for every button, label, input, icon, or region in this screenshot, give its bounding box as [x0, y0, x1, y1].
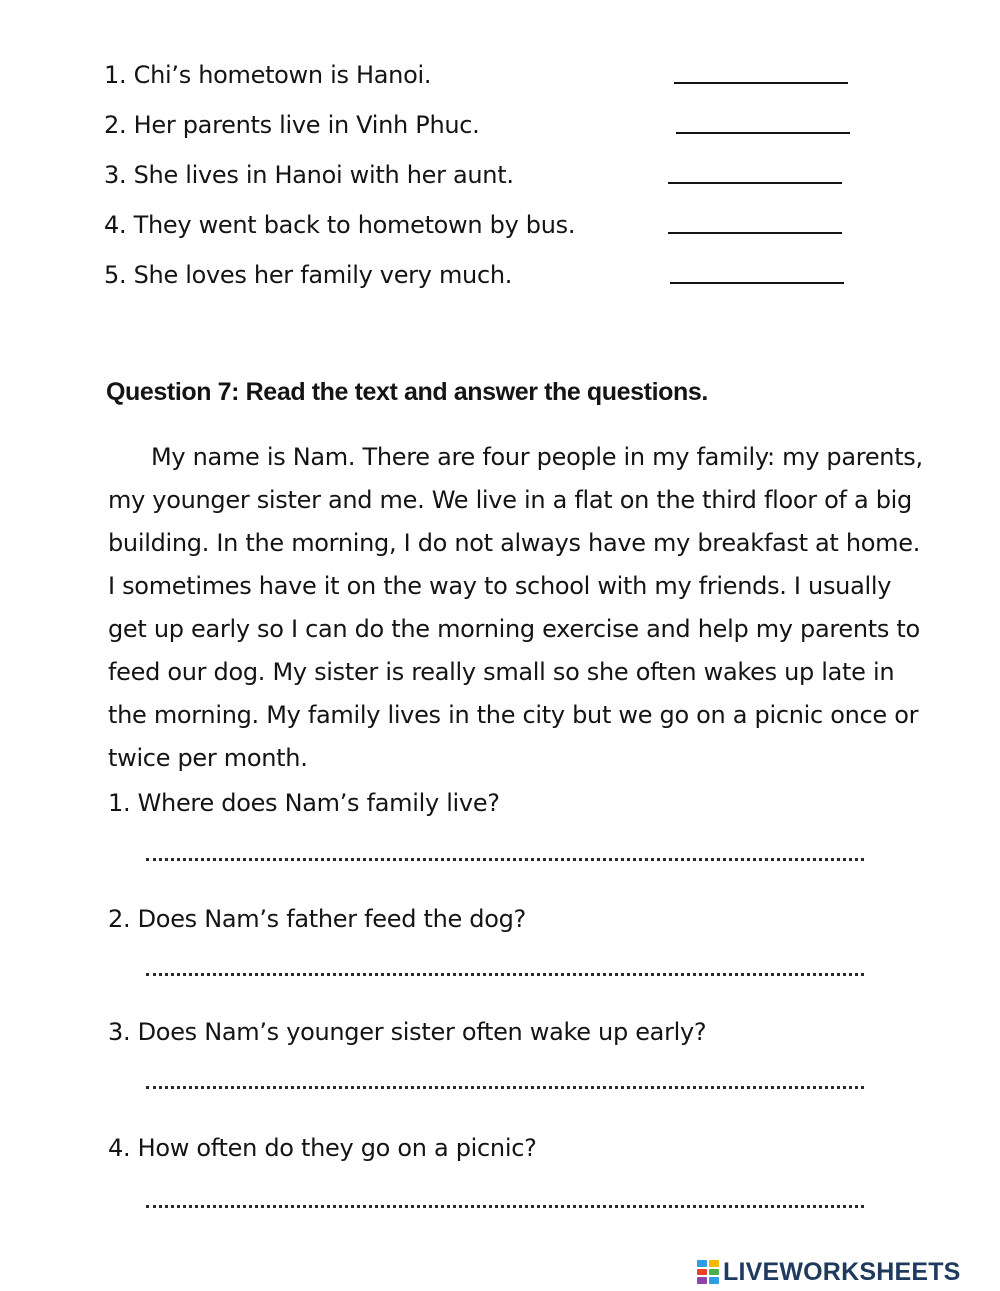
statement-row — [104, 206, 864, 256]
answer-blank[interactable] — [670, 282, 844, 284]
logo-mark-block — [709, 1269, 719, 1276]
statement-text: 2. Her parents live in Vinh Phuc. — [104, 111, 480, 139]
logo-mark-icon — [697, 1260, 719, 1284]
answer-blank[interactable] — [668, 232, 842, 234]
question-2: 2. Does Nam’s father feed the dog? — [108, 905, 526, 933]
reading-passage — [108, 437, 923, 781]
passage-line: building. In the morning, I do not always have my breakfast at home. — [108, 529, 921, 557]
logo-mark-block — [697, 1260, 707, 1267]
answer-line-1[interactable] — [146, 858, 864, 861]
question-3: 3. Does Nam’s younger sister often wake up early? — [108, 1018, 707, 1046]
logo-mark-block — [709, 1277, 719, 1284]
logo-mark-block — [709, 1260, 719, 1267]
statement-row — [104, 156, 864, 206]
statement-text: 4. They went back to hometown by bus. — [104, 211, 576, 239]
passage-line: get up early so I can do the morning exercise and help my parents to — [108, 615, 920, 643]
answer-line-3[interactable] — [146, 1086, 864, 1089]
answer-blank[interactable] — [676, 132, 850, 134]
answer-line-2[interactable] — [146, 973, 864, 976]
question-4: 4. How often do they go on a picnic? — [108, 1134, 537, 1162]
answer-line-4[interactable] — [146, 1205, 864, 1208]
statement-text: 3. She lives in Hanoi with her aunt. — [104, 161, 514, 189]
passage-line: my younger sister and me. We live in a flat on the third floor of a big — [108, 486, 912, 514]
logo-mark-block — [697, 1269, 707, 1276]
answer-blank[interactable] — [674, 82, 848, 84]
logo-mark-block — [697, 1277, 707, 1284]
logo-text: LIVEWORKSHEETS — [723, 1257, 961, 1286]
passage-line: feed our dog. My sister is really small so she often wakes up late in — [108, 658, 895, 686]
passage-line: My name is Nam. There are four people in my family: my parents, — [151, 443, 923, 471]
passage-line: twice per month. — [108, 744, 308, 772]
answer-blank[interactable] — [668, 182, 842, 184]
true-false-list — [104, 56, 864, 306]
passage-line: I sometimes have it on the way to school with my friends. I usually — [108, 572, 892, 600]
statement-row — [104, 56, 864, 106]
liveworksheets-logo — [697, 1257, 961, 1287]
statement-text: 1. Chi’s hometown is Hanoi. — [104, 61, 432, 89]
statement-text: 5. She loves her family very much. — [104, 261, 513, 289]
passage-line: the morning. My family lives in the city but we go on a picnic once or — [108, 701, 919, 729]
question-1: 1. Where does Nam’s family live? — [108, 789, 500, 817]
statement-row — [104, 256, 864, 306]
statement-row — [104, 106, 864, 156]
question-7-heading: Question 7: Read the text and answer the questions. — [106, 378, 708, 406]
